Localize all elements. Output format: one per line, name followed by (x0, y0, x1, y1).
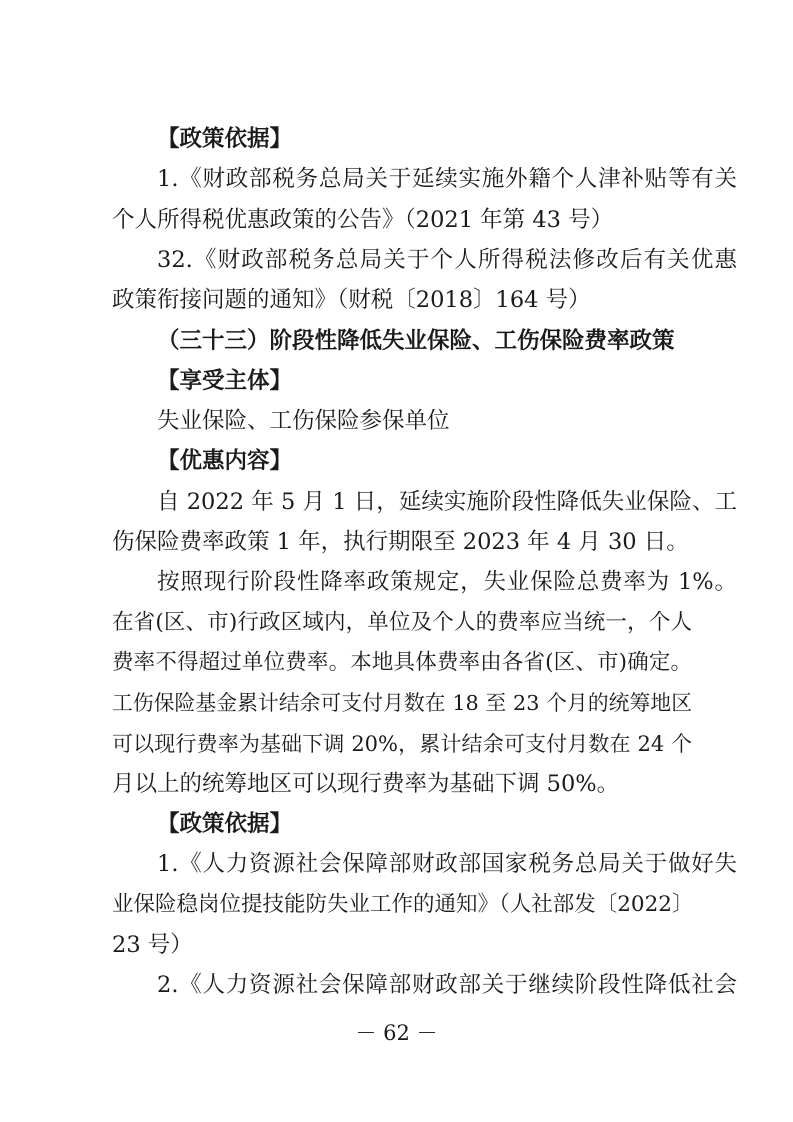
paragraph-line: 32.《财政部税务总局关于个人所得税法修改后有关优惠 (157, 247, 737, 273)
paragraph-line: 可以现行费率为基础下调 20%，累计结余可支付月数在 24 个 (112, 732, 692, 756)
paragraph-line: 月以上的统筹地区可以现行费率为基础下调 50%。 (112, 771, 620, 797)
paragraph-line: 2.《人力资源社会保障部财政部关于继续阶段性降低社会 (157, 972, 737, 998)
section-heading-policy-basis: 【政策依据】 (157, 126, 293, 152)
paragraph-line: 1.《财政部税务总局关于延续实施外籍个人津补贴等有关 (157, 166, 737, 192)
page-number: － 62 － (355, 1021, 438, 1045)
section-heading-beneficiary: 【享受主体】 (157, 368, 293, 394)
paragraph-line: 1.《人力资源社会保障部财政部国家税务总局关于做好失 (157, 851, 737, 877)
paragraph-line: 政策衔接问题的通知》（财税〔2018〕164 号） (112, 287, 591, 313)
paragraph-line: 费率不得超过单位费率。本地具体费率由各省(区、市)确定。 (112, 650, 692, 675)
paragraph-line: 伤保险费率政策 1 年，执行期限至 2023 年 4 月 30 日。 (112, 529, 689, 555)
section-heading-benefit-content: 【优惠内容】 (157, 448, 293, 474)
paragraph-line: 失业保险、工伤保险参保单位 (157, 408, 450, 434)
paragraph-line: 按照现行阶段性降率政策规定，失业保险总费率为 1%。 (157, 569, 737, 595)
paragraph-line: 业保险稳岗位提技能防失业工作的通知》（人社部发〔2022〕 (112, 892, 694, 917)
paragraph-line: 在省(区、市)行政区域内，单位及个人的费率应当统一，个人 (112, 610, 692, 635)
paragraph-line: 工伤保险基金累计结余可支付月数在 18 至 23 个月的统筹地区 (112, 691, 692, 715)
paragraph-line: 个人所得税优惠政策的公告》（2021 年第 43 号） (112, 207, 614, 233)
paragraph-line: 23 号） (112, 932, 193, 958)
paragraph-line: 自 2022 年 5 月 1 日，延续实施阶段性降低失业保险、工 (157, 489, 737, 515)
section-heading-policy-basis: 【政策依据】 (157, 811, 293, 837)
policy-title: （三十三）阶段性降低失业保险、工伤保险费率政策 (157, 328, 675, 354)
